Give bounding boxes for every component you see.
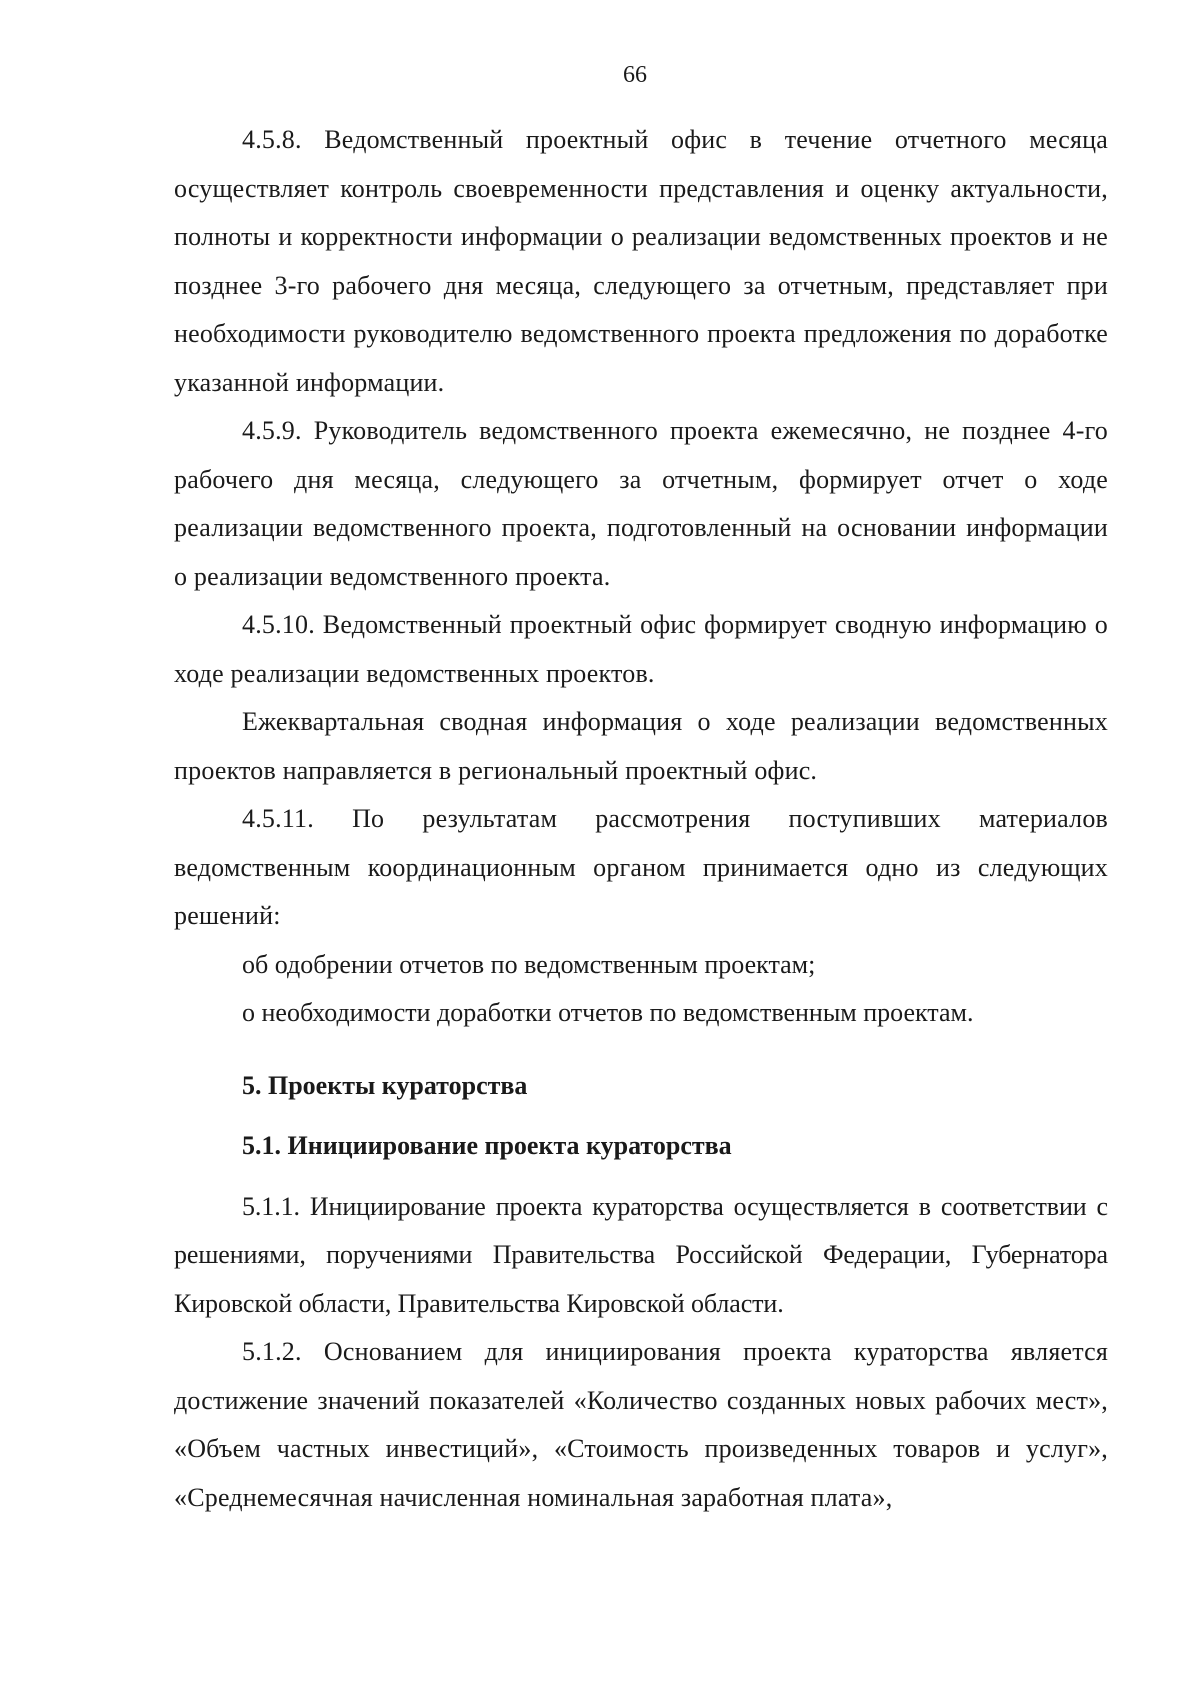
paragraph-4-5-10: 4.5.10. Ведомственный проектный офис формирует сводную информацию о ходе реализации ведомственных проектов. <box>174 610 1108 688</box>
paragraph-4-5-11: 4.5.11. По результатам рассмотрения поступивших материалов ведомственным координационным органом принимается одно из следующих решений: <box>174 804 1108 930</box>
page-number: 66 <box>623 62 647 88</box>
paragraph-4-5-9: 4.5.9. Руководитель ведомственного проекта ежемесячно, не позднее 4-го рабочего дня месяца, следующего за отчетным, формирует отчет о ходе реализации ведомственного проекта, подготовленный на основании информации о реализации ведомственного проекта. <box>174 416 1108 591</box>
paragraph-5-1-2: 5.1.2. Основанием для инициирования проекта кураторства является достижение значений показателей «Количество созданных новых рабочих мест», «Объем частных инвестиций», «Стоимость произведенных товаров и услуг», «Среднемесячная начисленная номинальная заработная плата», <box>174 1337 1108 1512</box>
paragraph-4-5-8: 4.5.8. Ведомственный проектный офис в течение отчетного месяца осуществляет контроль своевременности представления и оценку актуальности, полноты и корректности информации о реализации ведомственных проектов и не позднее 3-го рабочего дня месяца, следующего за отчетным, представляет при необходимости руководителю ведомственного проекта предложения по доработке указанной информации. <box>174 125 1108 397</box>
section-heading-5-1: 5.1. Инициирование проекта кураторства <box>242 1131 732 1160</box>
document-body <box>174 116 1108 1522</box>
list-item-approval: об одобрении отчетов по ведомственным проектам; <box>242 949 816 979</box>
paragraph-quarterly-info: Ежеквартальная сводная информация о ходе реализации ведомственных проектов направляется в региональный проектный офис. <box>174 707 1108 785</box>
list-item-revision: о необходимости доработки отчетов по ведомственным проектам. <box>242 998 974 1027</box>
section-heading-5: 5. Проекты кураторства <box>242 1070 528 1100</box>
paragraph-5-1-1: 5.1.1. Инициирование проекта кураторства осуществляется в соответствии с решениями, поручениями Правительства Российской Федерации, Губернатора Кировской области, Правительства Кировской области. <box>174 1191 1108 1318</box>
